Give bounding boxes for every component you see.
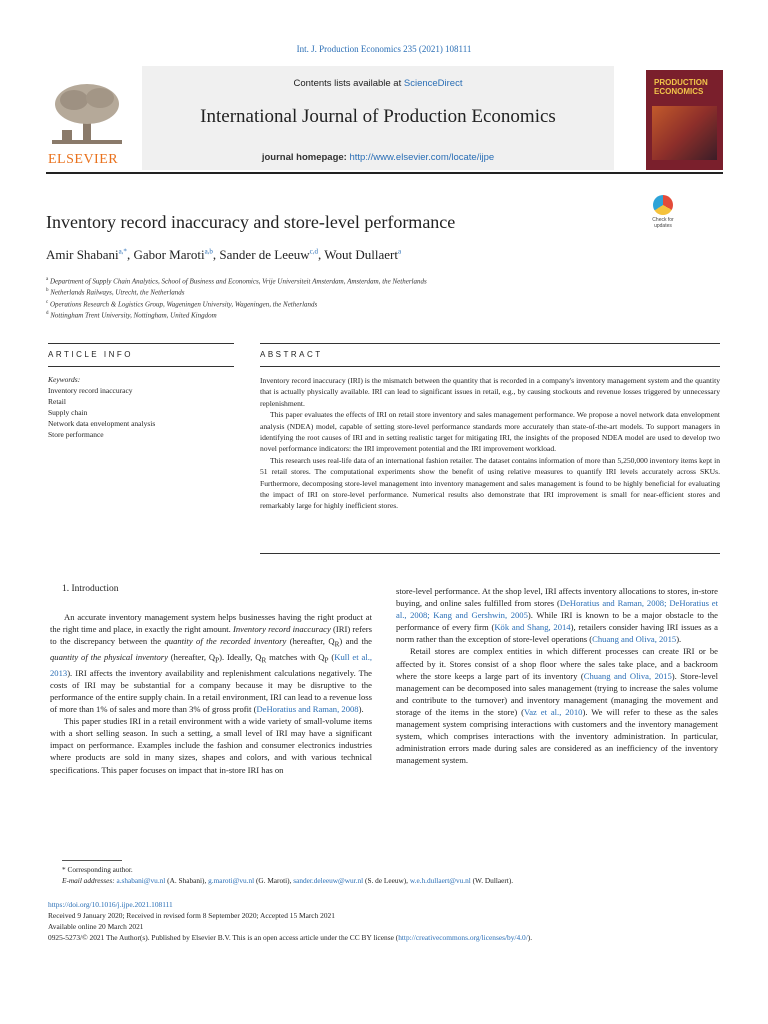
affiliation-text: Netherlands Railways, Utrecht, the Netherlands [50,288,185,297]
abstract-paragraph: This paper evaluates the effects of IRI on retail store inventory and sales management performance. We propose a novel network data envelopment analysis (NDEA) model, capable of setting store-level performance standards more accurately than state-of-the-art models. To support managers in identifying the root causes of IRI and in setting realistic target for mitigating IRI, the insights of the proposed NDEA model are used to develop two novel performance indicators: the IRI improvement potential and the IRI improvement workload. [260,410,720,454]
affiliation-mark: d [46,310,49,316]
abstract-rule-top [260,343,720,344]
publication-info [48,899,532,943]
abstract-body [260,375,720,512]
homepage-link[interactable]: http://www.elsevier.com/locate/ijpe [349,152,495,163]
citation-link[interactable]: DeHoratius and Raman, 2008 [256,704,359,715]
citation-link[interactable]: Chuang and Oliva, 2015 [583,670,672,681]
keyword: Supply chain [48,408,88,417]
email-link[interactable]: w.e.h.dullaert@vu.nl [409,876,471,885]
author-name[interactable]: Amir Shabani [46,247,119,262]
citation-link[interactable]: DeHoratius and Raman, 2008; DeHoratius et al., 2008; Kang and Gershwin, 2005 [396,598,719,621]
contents-line [142,78,614,89]
citation-link[interactable]: Kull et al., 2013 [50,652,373,678]
author-affil-mark[interactable]: a [397,247,402,256]
keyword: Retail [48,397,66,406]
email-link[interactable]: g.maroti@vu.nl [208,876,255,885]
abstract-paragraph: Inventory record inaccuracy (IRI) is the mismatch between the quantity that is recorded in a company's inventory management system and the quantity that is actually physically available. IRI can lead to significant issues in retail, e.g., by causing stockouts and revenue losses triggered by unnecessary replenishment. [260,376,720,408]
journal-reference-link[interactable]: Int. J. Production Economics 235 (2021) 108111 [296,44,472,54]
cover-image [652,106,717,160]
homepage-label: journal homepage: [261,152,350,163]
affiliation-mark: c [46,299,49,305]
footnote [62,864,513,886]
crossmark-icon [653,195,673,215]
abstract-rule-bottom [260,366,720,367]
journal-title: International Journal of Production Economics [200,106,556,127]
email-addresses: E-mail addresses: a.shabani@vu.nl (A. Shabani), g.maroti@vu.nl (G. Maroti), sander.deleeuw@wur.nl (S. de Leeuw), w.e.h.dullaert@vu.nl (W. Dullaert). [62,876,514,885]
crossmark-label: Check for updates [652,217,674,229]
author-affil-mark[interactable]: c,d [309,247,319,256]
affiliation-text: Nottingham Trent University, Nottingham, United Kingdom [50,311,217,320]
abstract-rule-end [260,553,720,554]
elsevier-logo [46,72,128,168]
citation-link[interactable]: Vaz et al., 2010 [523,706,583,717]
online-date: Available online 20 March 2021 [48,922,144,931]
cover-title: PRODUCTION ECONOMICS [654,78,708,96]
email-link[interactable]: a.shabani@vu.nl [116,876,166,885]
masthead [46,66,723,170]
affiliation [46,309,427,320]
keyword: Inventory record inaccuracy [48,386,133,395]
affiliation-text: Operations Research & Logistics Group, Wageningen University, Wageningen, the Netherlands [49,299,318,308]
body-paragraph: An accurate inventory management system helps businesses having the right product at the right time and place, in exactly the right amount. Inventory record inaccuracy (IRI) refers to the discrepancy between the quantity of the recorded inventory (hereafter, $Q_R$) and the quantity of the physical inventory (hereafter, $Q_P$). Ideally, $Q_R$ matches with $Q_P$ (Kull et al., 2013). IRI affects the inventory availability and replenishment calculations negatively. The costs of IRI may be substantial for a company because it may be disruptive to the performance of the entire supply chain. In a retail environment, IRI can lead to a revenue loss of more than 1% of sales and more than 3% of gross profit (DeHoratius and Raman, 2008). [50,612,373,715]
author-list: Amir Shabani$^{a,*}$, Gabor Maroti$^{a,b}$, Sander de Leeuw$^{c,d}$, Wout Dullaert$^a$ [46,247,402,262]
body-paragraph: This paper studies IRI in a retail environment with a wide variety of small-volume items with a short selling season. In such a setting, a small level of IRI may have a significant impact on performance. Examples include the fashion and consumer electronics industries where products are sold in many sizes, shapes and colors, and with various technical specifications. This paper focuses on impact that in-store IRI has on [50,716,372,775]
article-title: Inventory record inaccuracy and store-level performance [46,212,456,232]
license-link[interactable]: http://creativecommons.org/licenses/by/4.0/ [398,933,528,942]
body-paragraph: store-level performance. At the shop level, IRI affects inventory allocations to stores, in-store buying, and online sales fulfilled from stores (DeHoratius and Raman, 2008; DeHoratius et al., 2008; Kang and Gershwin, 2005). While IRI is known to be a major obstacle to the performance of every firm (Kök and Shang, 2014), retailers consider having IRI issues as a norm rather than the exception of store-level operations (Chuang and Oliva, 2015). [396,586,719,645]
author-affil-mark[interactable]: a,* [118,247,127,256]
keyword: Network data envelopment analysis [48,419,156,428]
affiliation [46,286,427,297]
affiliation-mark: b [46,288,49,294]
affiliation-text: Department of Supply Chain Analytics, School of Business and Economics, Vrije Universiteit Amsterdam, Amsterdam, the Netherlands [49,277,427,286]
homepage-line [142,152,614,163]
abstract-paragraph: This research uses real-life data of an international fashion retailer. The dataset contains information of more than 5,250,000 inventory items kept in 51 retail stores. The computational experiments show the benefit of using relative measures to quantify IRI levels accurately across SKUs. Furthermore, decomposing store-level management into inventory management and sales management is found to be highly beneficial for evaluating the impact of IRI on store-level performance. Numerical results also demonstrate that IRI improvement is small for near-efficient stores and remarkably large for highly inefficient stores. [260,455,720,511]
citation-link[interactable]: Chuang and Oliva, 2015 [592,634,677,645]
contents-prefix: Contents lists available at [293,78,404,89]
body-paragraph: Retail stores are complex entities in which different processes can create IRI or be affected by it. Stores consist of a shop floor where the sales take place, and a backroom where the store keeps a large part of its inventory (Chuang and Oliva, 2015). Store-level management can be decomposed into sales management (trying to increase the sales volume and contribute to the turnover) and inventory management (managing the movement and storage of the items in the store) (Vaz et al., 2010). We will refer to these as the sales management system comprising interactions with customers and the inventory management system, which comprises interactions with the inventory administration. In particular, administration errors made during sales are considered as an inefficiency of the inventory management system. [396,646,718,766]
author-name[interactable]: Sander de Leeuw [219,247,310,262]
affiliation [46,275,427,286]
masthead-center [142,66,614,170]
article-info-rule-top [48,343,234,344]
keyword: Store performance [48,430,104,439]
check-for-updates-badge[interactable] [646,193,680,233]
author-affil-mark[interactable]: a,b [204,247,213,256]
journal-cover[interactable] [646,70,723,170]
abstract-heading: ABSTRACT [260,350,323,359]
body-column-left [50,611,372,776]
keywords-block [48,374,155,440]
author-name[interactable]: Wout Dullaert [324,247,398,262]
author-name[interactable]: Gabor Maroti [133,247,205,262]
body-column-right [396,585,718,766]
citation-link[interactable]: Kök and Shang, 2014 [494,622,571,633]
affiliation-mark: a [46,277,49,282]
article-info-rule-bottom [48,366,234,367]
email-link[interactable]: sander.deleeuw@wur.nl [293,876,364,885]
section-heading-introduction: 1. Introduction [62,584,119,594]
license-line: 0925-5273/© 2021 The Author(s). Published by Elsevier B.V. This is an open access article under the CC BY license (http://creativecommons.org/licenses/by/4.0/). [48,933,533,942]
doi-link[interactable]: https://doi.org/10.1016/j.ijpe.2021.108111 [48,900,173,909]
elsevier-tree-icon [52,82,122,144]
affiliations [46,275,427,320]
sciencedirect-link[interactable]: ScienceDirect [403,78,463,89]
publisher-name: ELSEVIER [48,152,119,167]
affiliation [46,298,427,309]
masthead-rule [46,172,723,174]
keywords-label: Keywords: [48,375,81,384]
corresponding-author-note: * Corresponding author. [62,865,133,874]
footnote-rule [62,860,122,861]
article-info-heading: ARTICLE INFO [48,350,133,359]
received-dates: Received 9 January 2020; Received in revised form 8 September 2020; Accepted 15 March 2021 [48,911,335,920]
